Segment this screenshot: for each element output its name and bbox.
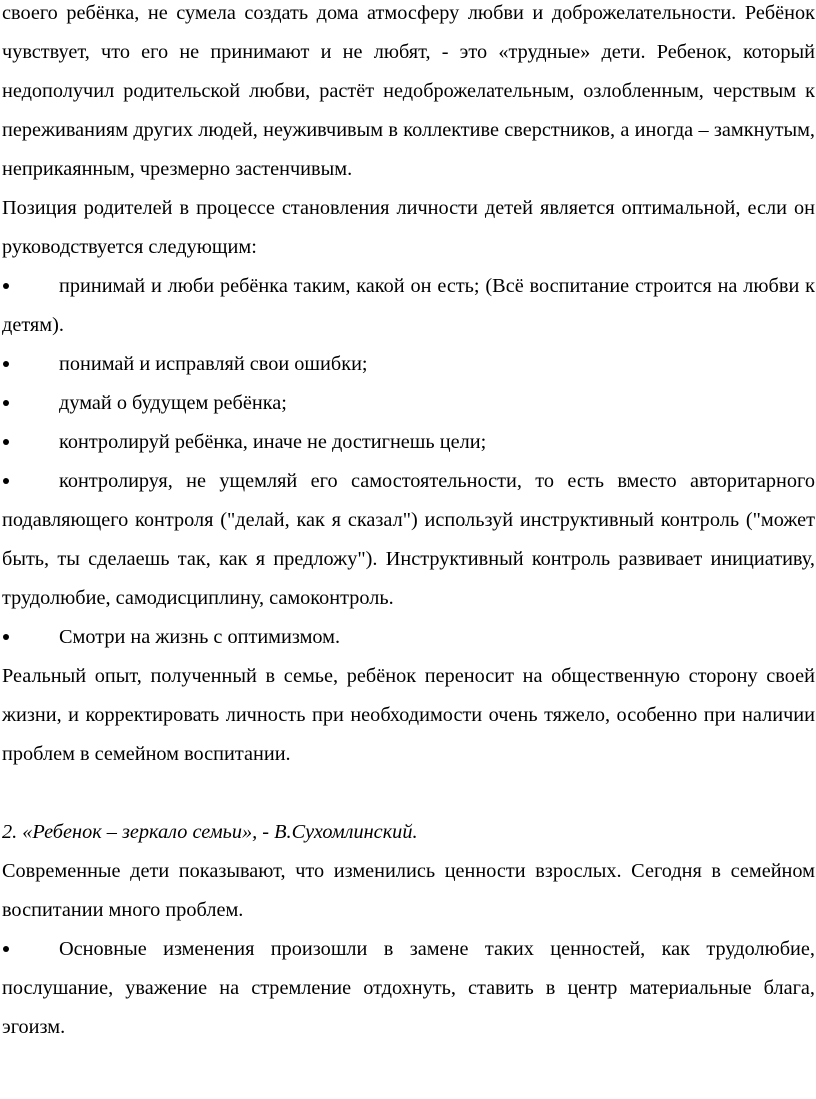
list-item	[2, 462, 815, 618]
list-item-text: думай о будущем ребёнка;	[59, 392, 287, 414]
paragraph-parent-position: Позиция родителей в процессе становления личности детей является оптимальной, если он руководствуется следующим:	[2, 197, 815, 258]
bullet-list-principles	[2, 267, 815, 657]
list-item	[2, 267, 815, 345]
list-item-text: принимай и люби ребёнка таким, какой он есть; (Всё воспитание строится на любви к детям).	[2, 275, 815, 336]
list-item-text: Основные изменения произошли в замене таких ценностей, как трудолюбие, послушание, уважение на стремление отдохнуть, ставить в центр материальные блага, эгоизм.	[2, 938, 815, 1038]
list-item	[2, 384, 815, 423]
list-item-text: Смотри на жизнь с оптимизмом.	[59, 626, 341, 648]
paragraph-modern-children: Современные дети показывают, что изменились ценности взрослых. Сегодня в семейном воспитании много проблем.	[2, 860, 815, 921]
bullet-icon	[2, 267, 59, 306]
list-item-text: контролируй ребёнка, иначе не достигнешь цели;	[59, 431, 487, 453]
bullet-icon	[2, 930, 59, 969]
bullet-icon	[2, 345, 59, 384]
list-item	[2, 618, 815, 657]
bullet-icon	[2, 618, 59, 657]
list-item	[2, 345, 815, 384]
bullet-icon	[2, 462, 59, 501]
list-item-text: контролируя, не ущемляй его самостоятельности, то есть вместо авторитарного подавляющего контроля ("делай, как я сказал") используй инструктивный контроль ("может быть, ты сделаешь так, как я предложу"). Инструктивный контроль развивает инициативу, трудолюбие, самодисциплину, самоконтроль.	[2, 470, 815, 609]
list-item	[2, 423, 815, 462]
paragraph-real-experience: Реальный опыт, полученный в семье, ребёнок переносит на общественную сторону своей жизни, и корректировать личность при необходимости очень тяжело, особенно при наличии проблем в семейном воспитании.	[2, 665, 815, 765]
list-item-text: понимай и исправляй свои ошибки;	[59, 353, 368, 375]
section-heading: 2. «Ребенок – зеркало семьи», - В.Сухомлинский.	[2, 821, 418, 843]
bullet-icon	[2, 384, 59, 423]
paragraph-intro: своего ребёнка, не сумела создать дома атмосферу любви и доброжелательности. Ребёнок чувствует, что его не принимают и не любят, - это «трудные» дети. Ребенок, который недополучил родительской любви, растёт недоброжелательным, озлобленным, черствым к переживаниям других людей, неуживчивым в коллективе сверстников, а иногда – замкнутым, неприкаянным, чрезмерно застенчивым.	[2, 2, 815, 180]
bullet-icon	[2, 423, 59, 462]
blank-line	[2, 774, 815, 813]
list-item	[2, 930, 815, 1047]
bullet-list-changes	[2, 930, 815, 1047]
